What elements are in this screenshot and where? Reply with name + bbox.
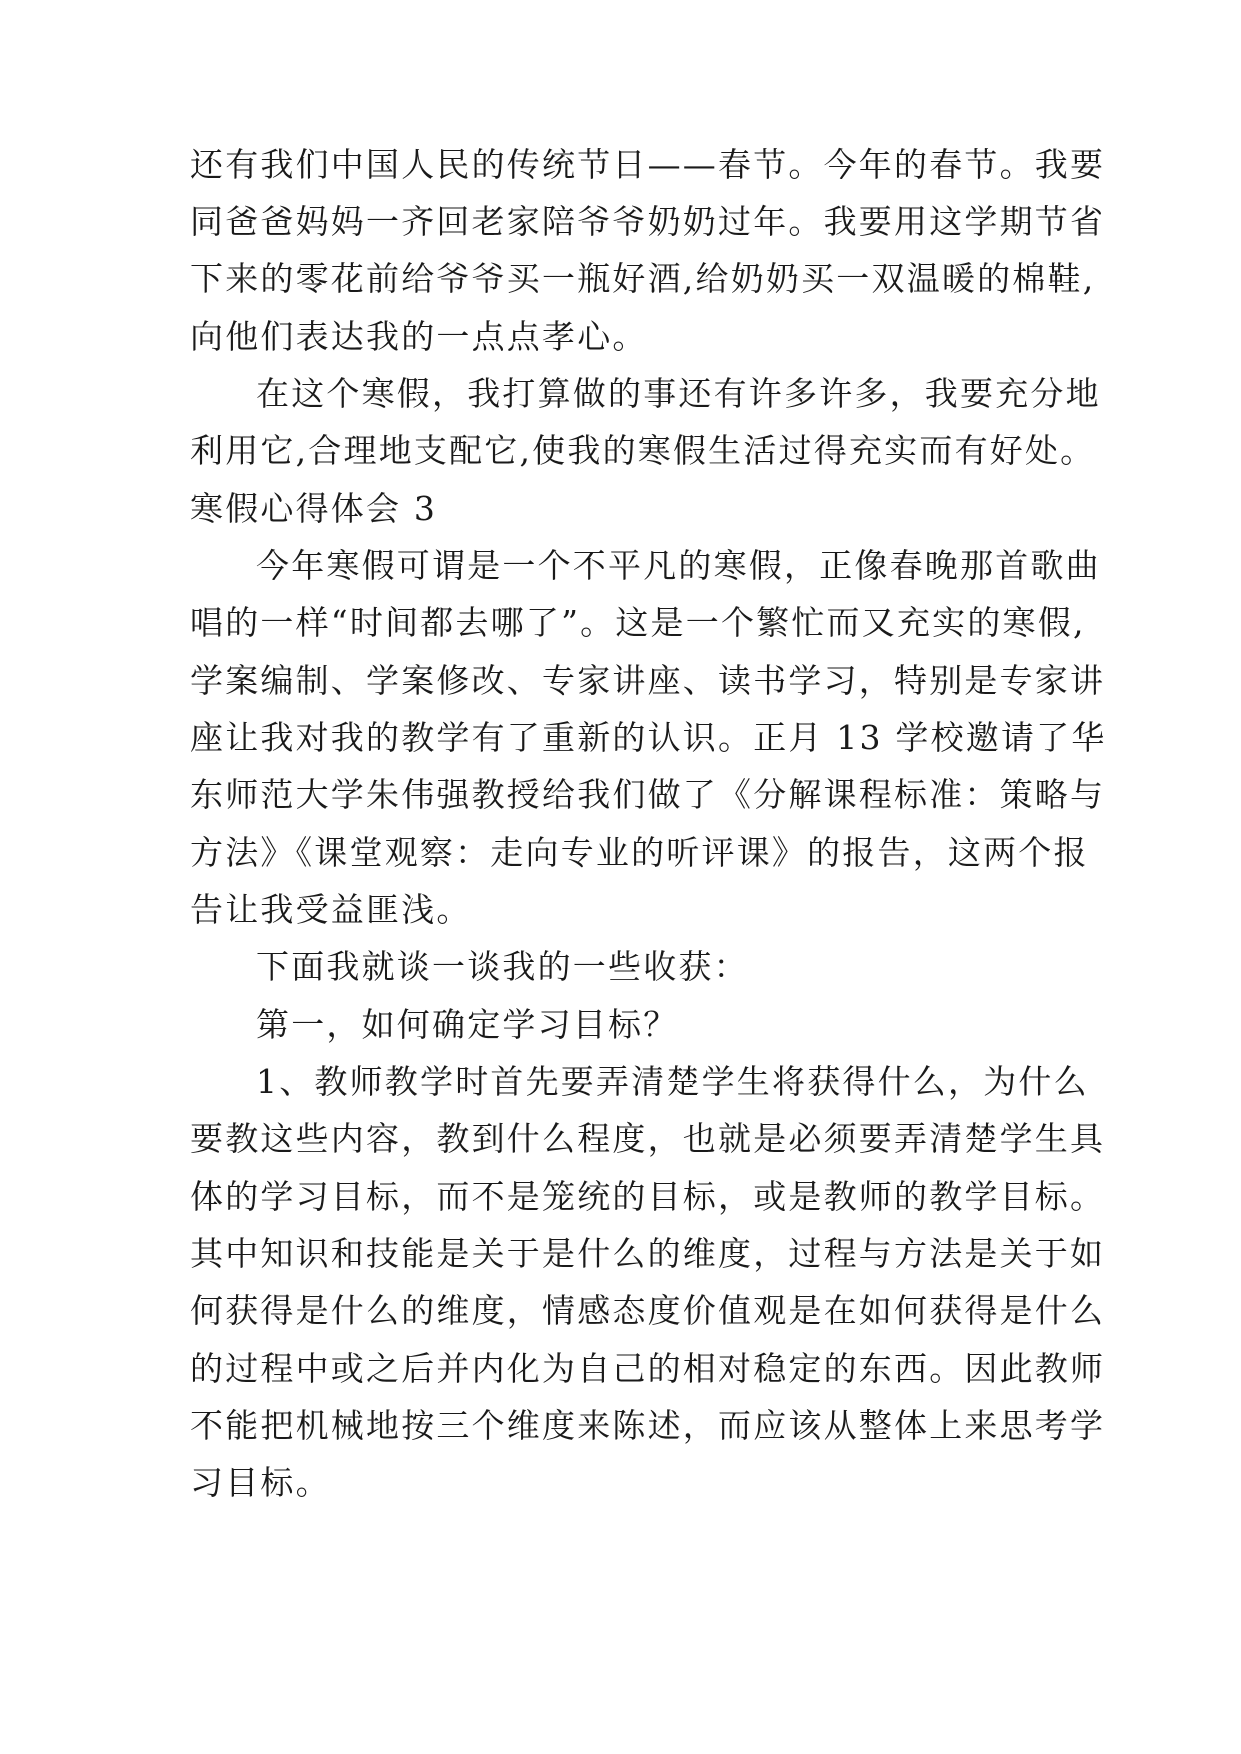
text-line: 向他们表达我的一点点孝心。 [190,317,648,356]
section-heading: 寒假心得体会 3 [190,489,438,528]
text-line: 方法》《课堂观察：走向专业的听评课》的报告，这两个报 [190,833,1089,872]
text-line: 东师范大学朱伟强教授给我们做了《分解课程标准：策略与 [190,775,1106,814]
text-line: 何获得是什么的维度，情感态度价值观是在如何获得是什么 [190,1291,1106,1330]
text-line: 唱的一样“时间都去哪了”。这是一个繁忙而又充实的寒假, [190,603,1086,642]
text-line: 第一，如何确定学习目标？ [256,1005,679,1044]
text-line: 下来的零花前给爷爷买一瓶好酒,给奶奶买一双温暖的棉鞋, [190,259,1096,298]
text-line: 利用它,合理地支配它,使我的寒假生活过得充实而有好处。 [190,431,1096,470]
text-line: 不能把机械地按三个维度来陈述，而应该从整体上来思考学 [190,1406,1106,1445]
text-line: 习目标。 [190,1463,331,1502]
text-line: 体的学习目标，而不是笼统的目标，或是教师的教学目标。 [190,1177,1106,1216]
text-line: 还有我们中国人民的传统节日——春节。今年的春节。我要 [190,145,1106,184]
text-line: 告让我受益匪浅。 [190,890,472,929]
text-line: 1、教师教学时首先要弄清楚学生将获得什么，为什么 [256,1062,1089,1101]
text-line: 要教这些内容，教到什么程度，也就是必须要弄清楚学生具 [190,1119,1106,1158]
text-line: 的过程中或之后并内化为自己的相对稳定的东西。因此教师 [190,1349,1106,1388]
text-line: 下面我就谈一谈我的一些收获： [256,947,749,986]
text-line: 在这个寒假，我打算做的事还有许多许多，我要充分地 [256,374,1101,413]
text-line: 其中知识和技能是关于是什么的维度，过程与方法是关于如 [190,1234,1106,1273]
text-line: 今年寒假可谓是一个不平凡的寒假，正像春晚那首歌曲 [256,546,1101,585]
text-line: 学案编制、学案修改、专家讲座、读书学习，特别是专家讲 [190,661,1106,700]
text-line: 同爸爸妈妈一齐回老家陪爷爷奶奶过年。我要用这学期节省 [190,202,1106,241]
text-line: 座让我对我的教学有了重新的认识。正月 13 学校邀请了华 [190,718,1107,757]
